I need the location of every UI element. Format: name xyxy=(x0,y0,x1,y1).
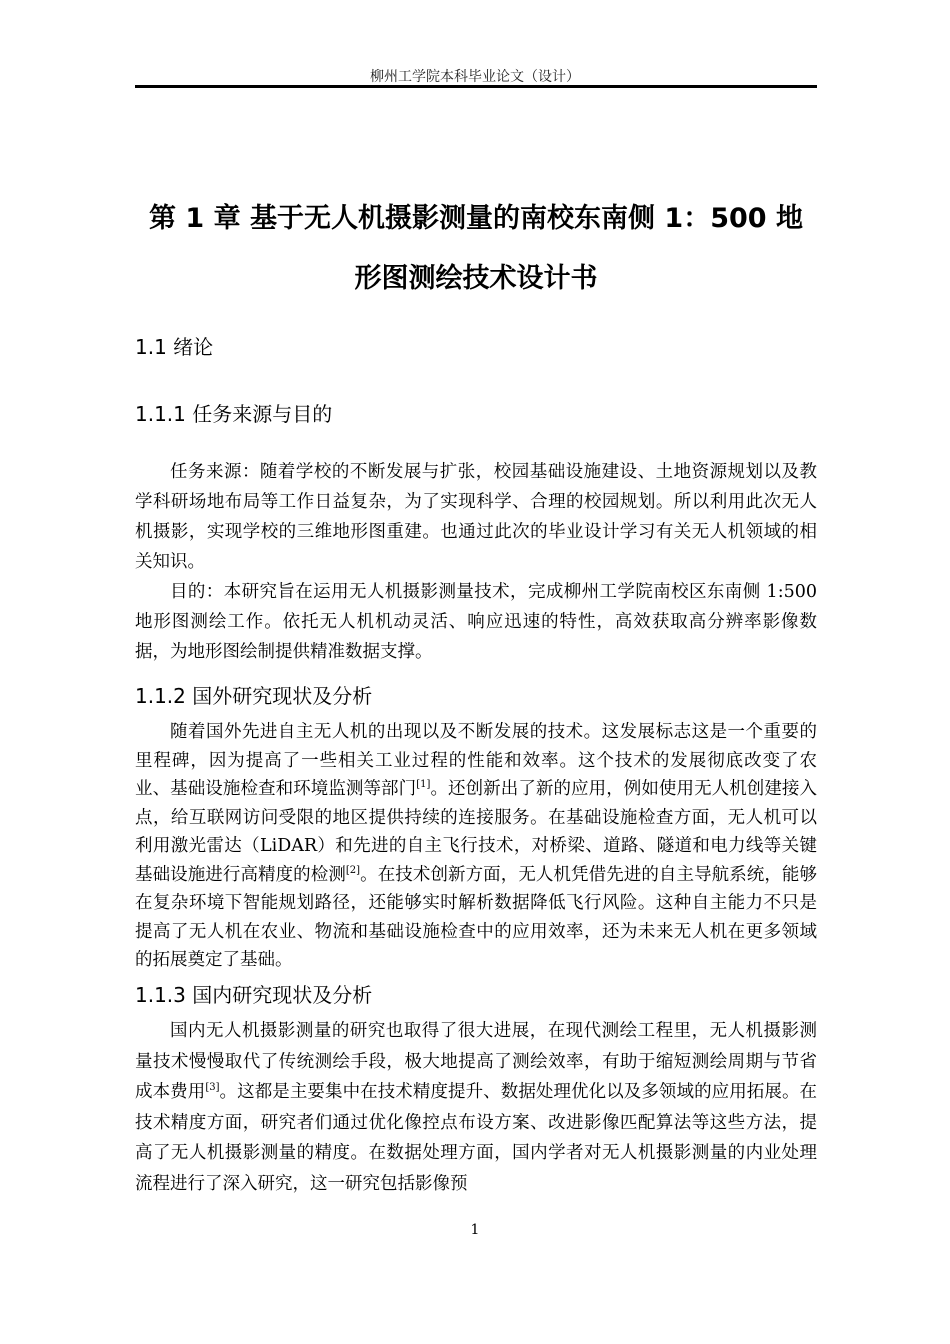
running-header: 柳州工学院本科毕业论文（设计） xyxy=(370,69,580,85)
text-span: 。在技术创新方面，无人机凭借先进的自主导航系统，能够在复杂环境下智能规划路径，还能够实时解析数据降低飞行风险。这种自主能力不只是提高了无人机在农业、物流和基础设施检查中的应用效率，还为未来无人机在更多领域的拓展奠定了基础。 xyxy=(135,864,818,970)
citation-ref-3: [3] xyxy=(205,1082,220,1093)
text-span: 随着国外先进自主无人机的出现以及不断发展的技术。这发展标志这是一个重要的里程碑，因为提高了一些相关工业过程的性能和效率。这个技术的发展彻底改变了农业、基础设施检查和环境监测等部门 xyxy=(135,722,817,799)
citation-ref-2: [2] xyxy=(345,864,361,876)
text-span: 。还创新出了新的应用，例如使用无人机创建接入点，给互联网访问受限的地区提供持续的连接服务。在基础设施检查方面，无人机可以利用激光雷达（LiDAR）和先进的自主飞行技术，对桥梁、道路、隧道和电力线等关键基础设施进行高精度的检测 xyxy=(135,779,818,885)
page-number: 1 xyxy=(470,1222,480,1238)
section-heading-1-1-1: 1.1.1 任务来源与目的 xyxy=(135,402,333,426)
paragraph-domestic-research xyxy=(135,1016,817,1199)
section-heading-1-1-2: 1.1.2 国外研究现状及分析 xyxy=(135,684,373,708)
chapter-title-line1: 第 1 章 基于无人机摄影测量的南校东南侧 1：500 地 xyxy=(149,203,803,234)
paragraph-task-source: 任务来源：随着学校的不断发展与扩张，校园基础设施建设、土地资源规划以及教学科研场地布局等工作日益复杂，为了实现科学、合理的校园规划。所以利用此次无人机摄影，实现学校的三维地形图重建。也通过此次的毕业设计学习有关无人机领域的相关知识。 xyxy=(135,462,817,572)
chapter-title-line2: 形图测绘技术设计书 xyxy=(354,263,598,294)
text-span: 国内无人机摄影测量的研究也取得了很大进展，在现代测绘工程里，无人机摄影测量技术慢慢取代了传统测绘手段，极大地提高了测绘效率，有助于缩短测绘周期与节省成本费用 xyxy=(135,1021,817,1102)
section-heading-1-1-3: 1.1.3 国内研究现状及分析 xyxy=(135,983,373,1007)
paragraph-purpose: 目的：本研究旨在运用无人机摄影测量技术，完成柳州工学院南校区东南侧 1:500 地形图测绘工作。依托无人机机动灵活、响应迅速的特性，高效获取高分辨率影像数据，为地形图绘制提供精准数据支撑。 xyxy=(135,582,817,662)
text-span: 。这都是主要集中在技术精度提升、数据处理优化以及多领域的应用拓展。在技术精度方面，研究者们通过优化像控点布设方案、改进影像匹配算法等这些方法，提高了无人机摄影测量的精度。在数据处理方面，国内学者对无人机摄影测量的内业处理流程进行了深入研究，这一研究包括影像预 xyxy=(135,1082,818,1194)
paragraph-foreign-research xyxy=(135,718,817,975)
section-heading-1-1: 1.1 绪论 xyxy=(135,335,214,359)
citation-ref-1: [1] xyxy=(416,779,431,790)
header-rule xyxy=(135,85,817,88)
